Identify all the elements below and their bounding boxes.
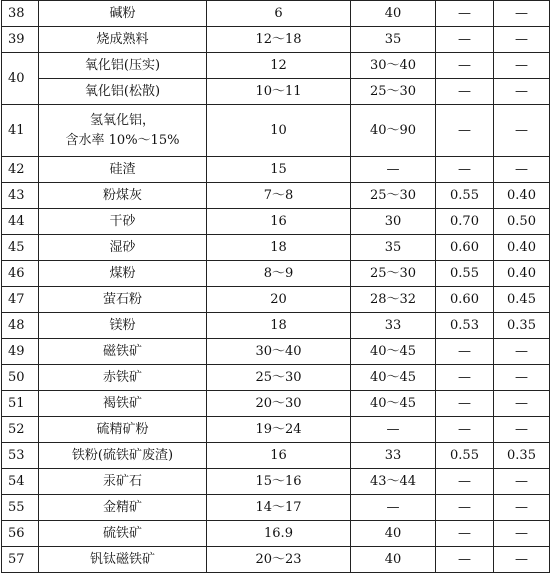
value-b: 25～30 [351, 79, 436, 105]
value-b: 33 [351, 313, 436, 339]
value-b: 30 [351, 209, 436, 235]
value-a: 20～30 [207, 391, 351, 417]
material-name: 铁粉(硫铁矿废渣) [39, 443, 207, 469]
value-b: 40～90 [351, 105, 436, 157]
table-row [2, 521, 550, 547]
table-row [2, 495, 550, 521]
value-d: 0.40 [494, 261, 550, 287]
material-name [39, 105, 207, 157]
value-d: — [494, 417, 550, 443]
value-d: — [494, 157, 550, 183]
value-b: 40 [351, 547, 436, 573]
value-b: 40～45 [351, 391, 436, 417]
value-c: 0.55 [436, 183, 494, 209]
value-d: 0.40 [494, 235, 550, 261]
value-d: — [494, 105, 550, 157]
row-number: 54 [2, 469, 39, 495]
table-row [2, 235, 550, 261]
table-row [2, 105, 550, 157]
material-name: 湿砂 [39, 235, 207, 261]
value-d: 0.45 [494, 287, 550, 313]
row-number: 43 [2, 183, 39, 209]
material-properties-table [1, 0, 550, 573]
value-c: — [436, 417, 494, 443]
value-c: — [436, 495, 494, 521]
material-name: 干砂 [39, 209, 207, 235]
value-c: — [436, 105, 494, 157]
table-row [2, 547, 550, 573]
value-c: — [436, 547, 494, 573]
material-name: 煤粉 [39, 261, 207, 287]
table-row [2, 469, 550, 495]
value-c: — [436, 521, 494, 547]
material-name: 粉煤灰 [39, 183, 207, 209]
value-b: 40 [351, 1, 436, 27]
value-a: 20～23 [207, 547, 351, 573]
value-b: 33 [351, 443, 436, 469]
value-b: 40～45 [351, 365, 436, 391]
value-a: 19～24 [207, 417, 351, 443]
value-b: 40 [351, 521, 436, 547]
row-number: 57 [2, 547, 39, 573]
value-d: — [494, 495, 550, 521]
material-name: 氧化铝(压实) [39, 53, 207, 79]
value-c: — [436, 157, 494, 183]
value-b: 30～40 [351, 53, 436, 79]
row-number: 46 [2, 261, 39, 287]
value-b: 35 [351, 27, 436, 53]
row-number: 55 [2, 495, 39, 521]
value-d: 0.50 [494, 209, 550, 235]
row-number: 49 [2, 339, 39, 365]
table-row [2, 209, 550, 235]
value-b: 43～44 [351, 469, 436, 495]
material-name-line-1: 氢氧化铝， [89, 112, 155, 128]
value-d: — [494, 547, 550, 573]
value-c: 0.55 [436, 261, 494, 287]
table-row [2, 287, 550, 313]
row-number: 56 [2, 521, 39, 547]
value-a: 16.9 [207, 521, 351, 547]
value-d: — [494, 365, 550, 391]
table-row [2, 313, 550, 339]
row-number: 40 [2, 53, 39, 105]
material-name: 褐铁矿 [39, 391, 207, 417]
material-name-line-2: 含水率 10%～15% [65, 132, 180, 148]
value-a: 15 [207, 157, 351, 183]
value-c: 0.60 [436, 287, 494, 313]
value-b: — [351, 495, 436, 521]
value-a: 20 [207, 287, 351, 313]
row-number: 52 [2, 417, 39, 443]
value-a: 10～11 [207, 79, 351, 105]
value-c: — [436, 339, 494, 365]
value-c: — [436, 1, 494, 27]
value-a: 18 [207, 235, 351, 261]
material-name: 烧成熟料 [39, 27, 207, 53]
material-name: 金精矿 [39, 495, 207, 521]
row-number: 47 [2, 287, 39, 313]
material-name: 碱粉 [39, 1, 207, 27]
table-row [2, 339, 550, 365]
value-c: — [436, 79, 494, 105]
value-b: 35 [351, 235, 436, 261]
table-row [2, 443, 550, 469]
material-name: 钒钛磁铁矿 [39, 547, 207, 573]
value-c: — [436, 53, 494, 79]
value-d: 0.35 [494, 443, 550, 469]
value-d: — [494, 391, 550, 417]
table-row [2, 417, 550, 443]
row-number: 42 [2, 157, 39, 183]
row-number: 50 [2, 365, 39, 391]
value-b: — [351, 157, 436, 183]
value-b: 28～32 [351, 287, 436, 313]
value-a: 25～30 [207, 365, 351, 391]
value-c: 0.53 [436, 313, 494, 339]
value-d: — [494, 339, 550, 365]
value-b: 25～30 [351, 183, 436, 209]
value-a: 6 [207, 1, 351, 27]
value-a: 18 [207, 313, 351, 339]
material-name: 硅渣 [39, 157, 207, 183]
value-c: — [436, 469, 494, 495]
value-c: 0.70 [436, 209, 494, 235]
row-number: 39 [2, 27, 39, 53]
value-a: 15～16 [207, 469, 351, 495]
value-d: — [494, 521, 550, 547]
value-c: — [436, 391, 494, 417]
value-d: — [494, 469, 550, 495]
table-row [2, 53, 550, 79]
value-c: — [436, 27, 494, 53]
value-d: — [494, 53, 550, 79]
row-number: 51 [2, 391, 39, 417]
row-number: 48 [2, 313, 39, 339]
value-c: — [436, 365, 494, 391]
value-c: 0.55 [436, 443, 494, 469]
value-a: 30～40 [207, 339, 351, 365]
value-c: 0.60 [436, 235, 494, 261]
table-row [2, 27, 550, 53]
value-a: 8～9 [207, 261, 351, 287]
table-row [2, 261, 550, 287]
table-row [2, 1, 550, 27]
value-d: 0.40 [494, 183, 550, 209]
table-row [2, 183, 550, 209]
value-b: 40～45 [351, 339, 436, 365]
value-a: 12 [207, 53, 351, 79]
table-row [2, 157, 550, 183]
material-name: 硫铁矿 [39, 521, 207, 547]
material-name: 氧化铝(松散) [39, 79, 207, 105]
material-name: 磁铁矿 [39, 339, 207, 365]
row-number: 41 [2, 105, 39, 157]
row-number: 44 [2, 209, 39, 235]
value-a: 10 [207, 105, 351, 157]
row-number: 38 [2, 1, 39, 27]
material-name: 汞矿石 [39, 469, 207, 495]
value-a: 7～8 [207, 183, 351, 209]
value-a: 14～17 [207, 495, 351, 521]
material-name: 硫精矿粉 [39, 417, 207, 443]
material-name: 萤石粉 [39, 287, 207, 313]
material-name: 赤铁矿 [39, 365, 207, 391]
value-a: 16 [207, 209, 351, 235]
value-b: — [351, 417, 436, 443]
material-name: 镁粉 [39, 313, 207, 339]
table-row [2, 79, 550, 105]
table-row [2, 365, 550, 391]
value-b: 25～30 [351, 261, 436, 287]
value-d: — [494, 79, 550, 105]
table-row [2, 391, 550, 417]
value-d: — [494, 1, 550, 27]
value-d: — [494, 27, 550, 53]
row-number: 45 [2, 235, 39, 261]
value-a: 12～18 [207, 27, 351, 53]
value-a: 16 [207, 443, 351, 469]
value-d: 0.35 [494, 313, 550, 339]
row-number: 53 [2, 443, 39, 469]
